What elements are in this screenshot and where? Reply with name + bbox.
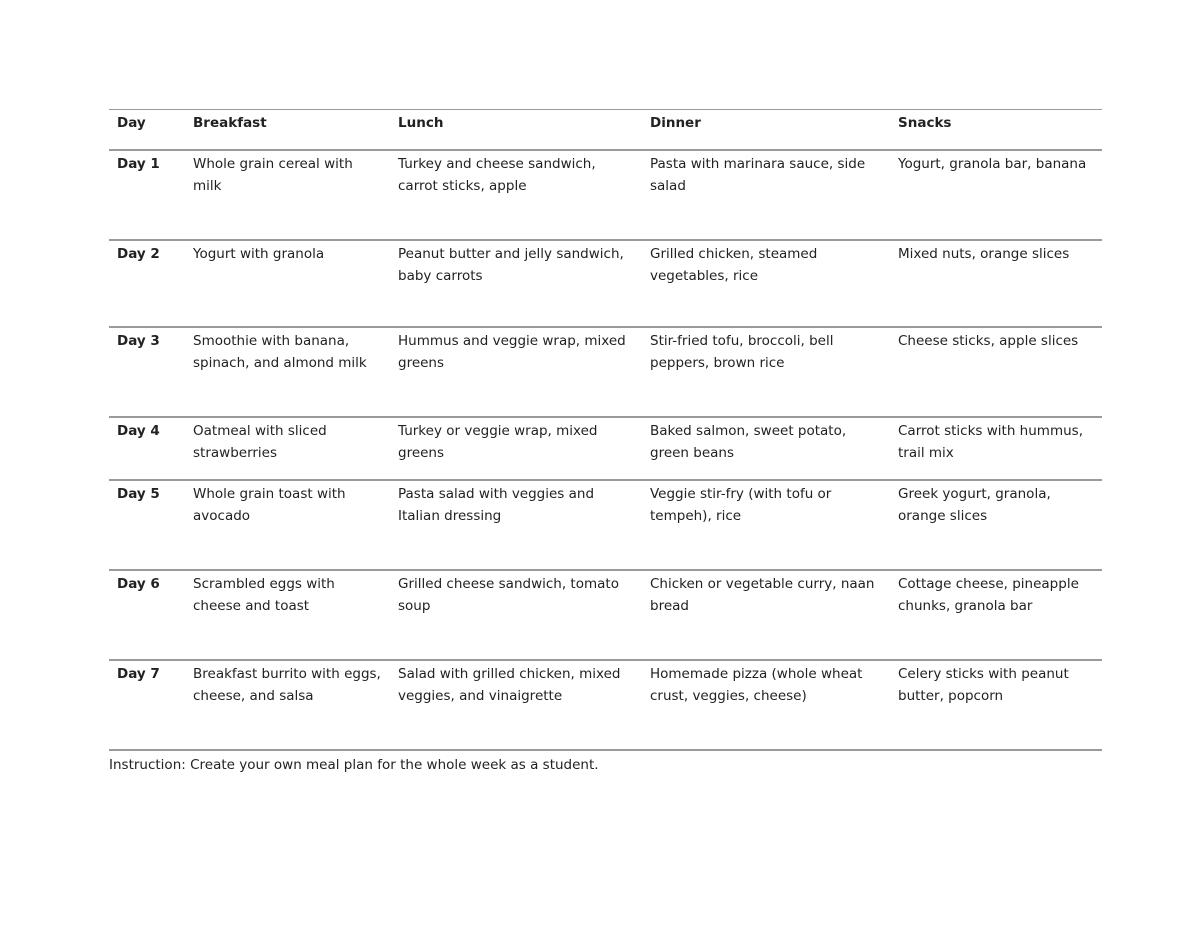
lunch-cell: Pasta salad with veggies and Italian dressing — [390, 480, 642, 570]
table-header-row — [109, 110, 1102, 150]
lunch-cell: Turkey or veggie wrap, mixed greens — [390, 417, 642, 480]
lunch-cell: Turkey and cheese sandwich, carrot sticks, apple — [390, 150, 642, 240]
lunch-cell: Peanut butter and jelly sandwich, baby carrots — [390, 240, 642, 327]
lunch-cell: Grilled cheese sandwich, tomato soup — [390, 570, 642, 660]
snacks-cell: Greek yogurt, granola, orange slices — [890, 480, 1102, 570]
table-row — [109, 150, 1102, 240]
snacks-cell: Celery sticks with peanut butter, popcorn — [890, 660, 1102, 750]
snacks-cell: Carrot sticks with hummus, trail mix — [890, 417, 1102, 480]
table-row — [109, 417, 1102, 480]
day-cell: Day 1 — [109, 150, 185, 240]
header-snacks: Snacks — [890, 110, 1102, 150]
breakfast-cell: Whole grain cereal with milk — [185, 150, 390, 240]
day-cell: Day 2 — [109, 240, 185, 327]
table-row — [109, 570, 1102, 660]
snacks-cell: Yogurt, granola bar, banana — [890, 150, 1102, 240]
breakfast-cell: Breakfast burrito with eggs, cheese, and salsa — [185, 660, 390, 750]
day-cell: Day 5 — [109, 480, 185, 570]
snacks-cell: Cottage cheese, pineapple chunks, granola bar — [890, 570, 1102, 660]
breakfast-cell: Scrambled eggs with cheese and toast — [185, 570, 390, 660]
dinner-cell: Stir-fried tofu, broccoli, bell peppers, brown rice — [642, 327, 890, 417]
snacks-cell: Mixed nuts, orange slices — [890, 240, 1102, 327]
breakfast-cell: Smoothie with banana, spinach, and almond milk — [185, 327, 390, 417]
dinner-cell: Grilled chicken, steamed vegetables, rice — [642, 240, 890, 327]
dinner-cell: Baked salmon, sweet potato, green beans — [642, 417, 890, 480]
snacks-cell: Cheese sticks, apple slices — [890, 327, 1102, 417]
header-breakfast: Breakfast — [185, 110, 390, 150]
lunch-cell: Hummus and veggie wrap, mixed greens — [390, 327, 642, 417]
day-cell: Day 4 — [109, 417, 185, 480]
table-row — [109, 660, 1102, 750]
dinner-cell: Homemade pizza (whole wheat crust, veggies, cheese) — [642, 660, 890, 750]
day-cell: Day 6 — [109, 570, 185, 660]
table-row — [109, 480, 1102, 570]
day-cell: Day 3 — [109, 327, 185, 417]
breakfast-cell: Oatmeal with sliced strawberries — [185, 417, 390, 480]
table-row — [109, 327, 1102, 417]
header-lunch: Lunch — [390, 110, 642, 150]
meal-plan-table — [109, 109, 1102, 751]
dinner-cell: Pasta with marinara sauce, side salad — [642, 150, 890, 240]
table-row — [109, 240, 1102, 327]
instruction-text: Instruction: Create your own meal plan for the whole week as a student. — [109, 757, 599, 773]
dinner-cell: Veggie stir-fry (with tofu or tempeh), rice — [642, 480, 890, 570]
dinner-cell: Chicken or vegetable curry, naan bread — [642, 570, 890, 660]
lunch-cell: Salad with grilled chicken, mixed veggies, and vinaigrette — [390, 660, 642, 750]
header-day: Day — [109, 110, 185, 150]
breakfast-cell: Yogurt with granola — [185, 240, 390, 327]
header-dinner: Dinner — [642, 110, 890, 150]
breakfast-cell: Whole grain toast with avocado — [185, 480, 390, 570]
day-cell: Day 7 — [109, 660, 185, 750]
